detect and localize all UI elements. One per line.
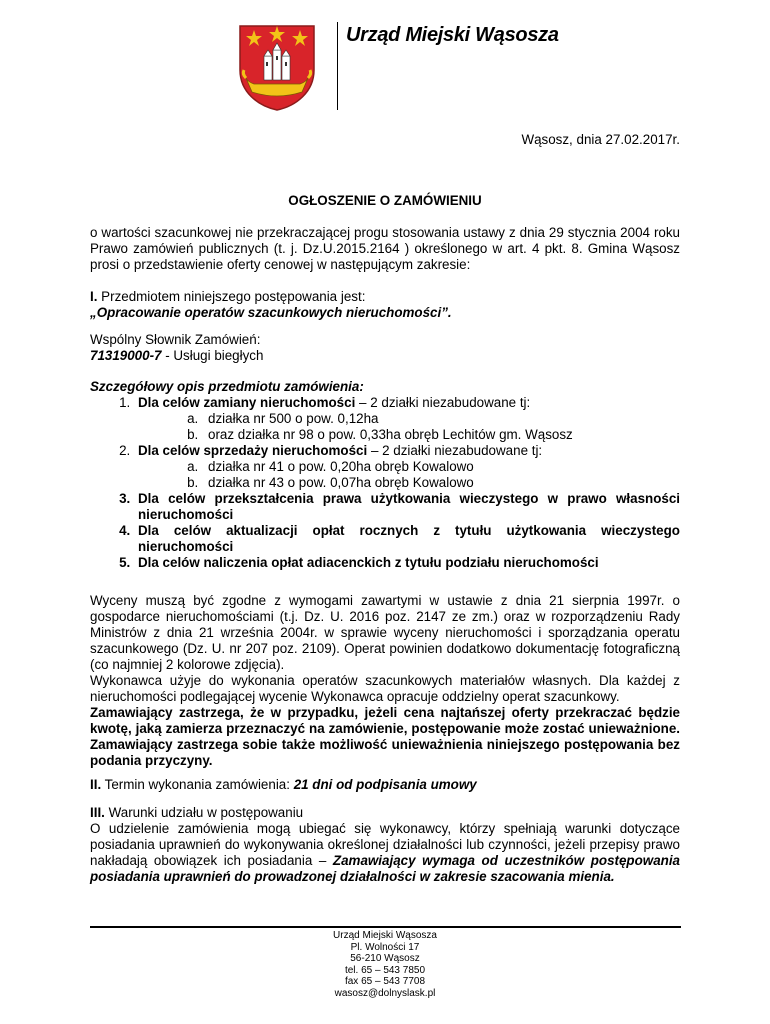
section-1-label: Przedmiotem niniejszego postępowania jest:: [97, 289, 366, 304]
cpv-label: Wspólny Słownik Zamówień:: [90, 332, 261, 347]
details-heading: Szczegółowy opis przedmiotu zamówienia:: [90, 379, 364, 394]
document-title: OGŁOSZENIE O ZAMÓWIENIU: [288, 193, 482, 208]
list-item: [134, 395, 680, 443]
list-item: 5. Dla celów naliczenia opłat adiacenckich z tytułu podziału nieruchomości: [134, 555, 680, 571]
date-line: Wąsosz, dnia 27.02.2017r.: [521, 132, 680, 147]
footer-line: fax 65 – 543 7708: [344, 976, 426, 987]
list-item: 3. Dla celów przekształcenia prawa użytkowania wieczystego w prawo własności nieruchomości: [134, 491, 680, 523]
sub-list-item: a. działka nr 41 o pow. 0,20ha obręb Kowalowo: [202, 459, 680, 475]
footer-line: 56-210 Wąsosz: [350, 953, 420, 964]
cpv-code: 71319000-7: [90, 348, 162, 363]
section-2-label: Termin wykonania zamówienia:: [101, 777, 294, 792]
list-item: [134, 443, 680, 491]
cpv-block: [90, 332, 680, 364]
item-bold-text: Dla celów sprzedaży nieruchomości: [138, 443, 368, 458]
section-1: [90, 289, 680, 321]
sub-list-item: b. działka nr 43 o pow. 0,07ha obręb Kowalowo: [202, 475, 680, 491]
section-2-number: II.: [90, 777, 102, 792]
footer-email[interactable]: wasosz@dolnyslask.pl: [334, 987, 436, 999]
valuation-paragraph-2: Wykonawca użyje do wykonania operatów szacunkowych materiałów własnych. Dla każdej z nieruchomości podlegającej wycenie Wykonawca opracuje oddzielny operat szacunkowy.: [90, 673, 680, 704]
footer-line: Urząd Miejski Wąsosza: [333, 930, 437, 941]
item-bold-text: Dla celów zamiany nieruchomości: [138, 395, 356, 410]
valuation-paragraph-1: Wyceny muszą być zgodne z wymogami zawartymi w ustawie z dnia 21 sierpnia 1997r. o gospodarce nieruchomościami (t.j. Dz. U. 2016 poz. 2147 ze zm.) oraz w rozporządzeniu Rady Ministrów z dnia 21 września 2004r. w sprawie wyceny nieruchomości i sporządzania operatu szacunkowego (Dz. U. nr 207 poz. 2109). Operat powinien dodatkowo dokumentację fotograficzną (co najmniej 2 kolorowe zdjęcia).: [90, 593, 680, 672]
sub-list: [138, 459, 680, 491]
valuation-paragraph-3: Zamawiający zastrzega, że w przypadku, jeżeli cena najtańszej oferty przekraczać będzie kwotę, jaką zamierza przeznaczyć na zamówienie, postępowanie może zostać unieważnione. Zamawiający zastrzega sobie także możliwość unieważnienia niniejszego postępowania bez podania przyczyny.: [90, 705, 680, 768]
sub-list-item: b. oraz działka nr 98 o pow. 0,33ha obręb Lechitów gm. Wąsosz: [202, 427, 680, 443]
section-3-bold-text: Zamawiający wymaga od uczestników postępowania posiadania uprawnień do prowadzonej działalności w zakresie szacowania mienia.: [90, 853, 680, 884]
section-2: [90, 777, 680, 793]
section-3-label: Warunki udziału w postępowaniu: [104, 805, 304, 820]
item-text: – 2 działki niezabudowane tj:: [355, 395, 531, 410]
section-2-value: 21 dni od podpisania umowy: [293, 777, 477, 792]
section-3-number: III.: [90, 805, 105, 820]
section-1-subject: „Opracowanie operatów szacunkowych nieruchomości”.: [90, 305, 452, 320]
footer: [200, 930, 570, 999]
list-item: 4. Dla celów aktualizacji opłat rocznych z tytułu użytkowania wieczystego nieruchomości: [134, 523, 680, 555]
section-1-number: I.: [90, 289, 98, 304]
footer-divider: [90, 926, 681, 928]
sub-list: [138, 411, 680, 443]
item-text: – 2 działki niezabudowane tj:: [367, 443, 543, 458]
office-name: Urząd Miejski Wąsosza: [346, 24, 559, 46]
valuation-block: [90, 593, 680, 769]
footer-line: tel. 65 – 543 7850: [344, 964, 426, 976]
sub-list-item: a. działka nr 500 o pow. 0,12ha: [202, 411, 680, 427]
section-3: [90, 805, 680, 885]
header-divider: [337, 22, 338, 110]
coat-of-arms-logo: [232, 22, 322, 112]
details-list: [90, 395, 680, 571]
footer-line: Pl. Wolności 17: [350, 941, 420, 953]
intro-paragraph: o wartości szacunkowej nie przekraczającej progu stosowania ustawy z dnia 29 stycznia 2004 roku Prawo zamówień publicznych (t. j. Dz.U.2015.2164 ) określonego w art. 4 pkt. 8. Gmina Wąsosz prosi o przedstawienie oferty cenowej w następującym zakresie:: [90, 225, 680, 272]
cpv-description: - Usługi biegłych: [161, 348, 264, 363]
details-block: [90, 379, 680, 571]
section-3-text: O udzielenie zamówienia mogą ubiegać się wykonawcy, którzy spełniają warunki dotyczące posiadania uprawnień do wykonywania określonej działalności lub czynności, jeżeli przepisy prawo nakładają obowiązek ich posiadania –: [90, 821, 680, 868]
